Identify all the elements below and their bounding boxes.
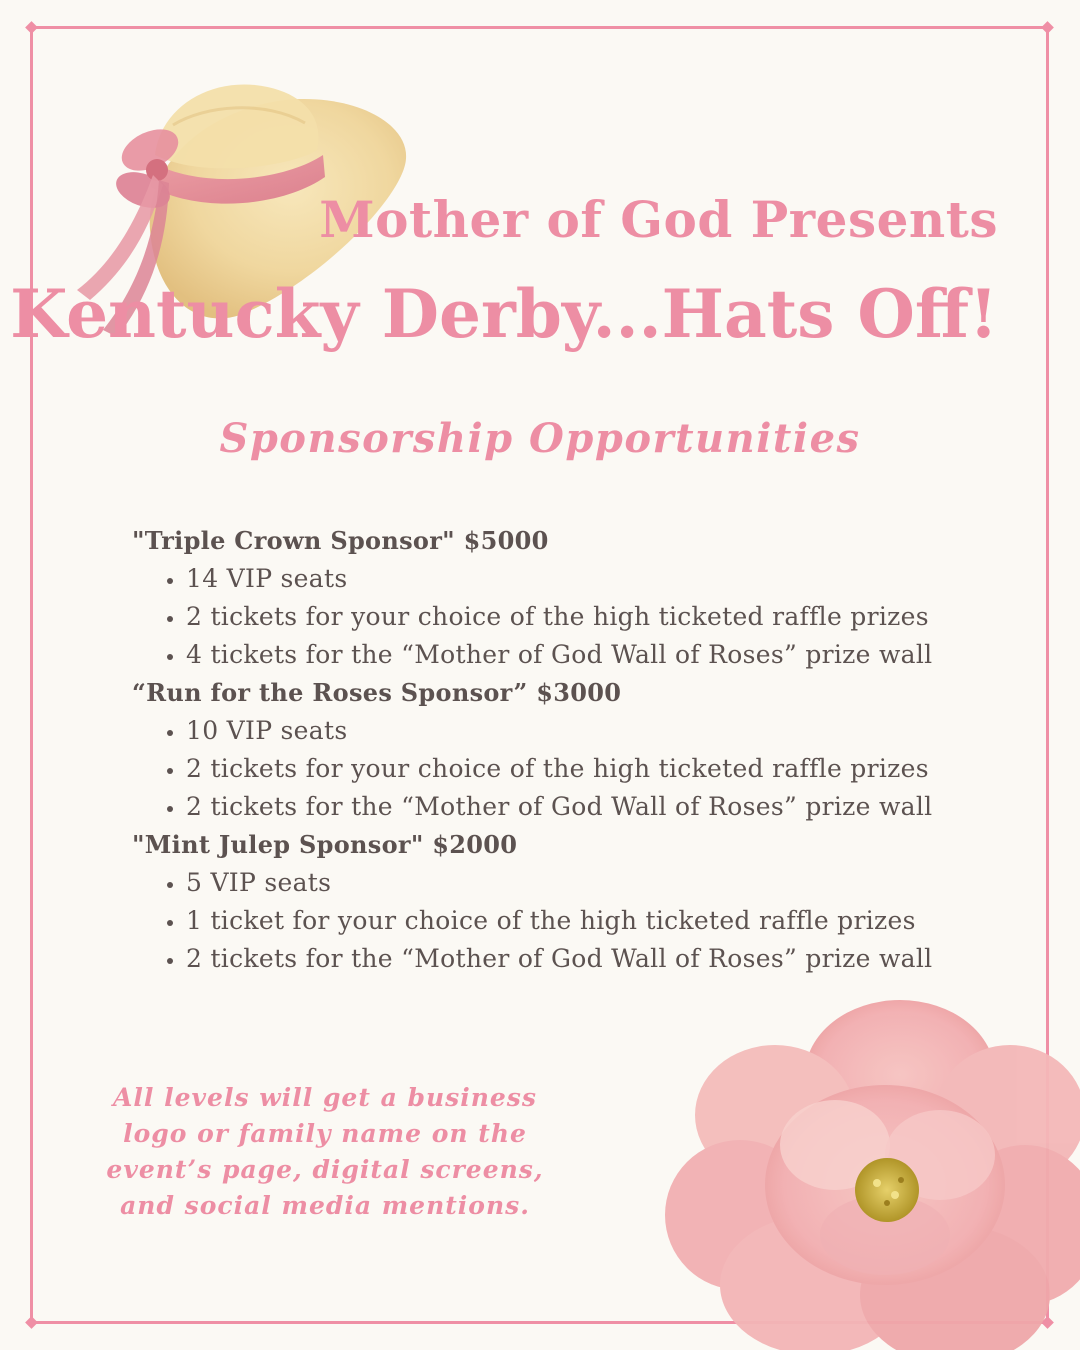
sponsorship-heading: Sponsorship Opportunities (219, 415, 861, 462)
tier-benefits (132, 864, 1032, 978)
tier-run-for-the-roses (132, 674, 1032, 826)
note-line: logo or family name on the (123, 1119, 527, 1148)
corner-diamond (25, 1316, 38, 1329)
benefits-note (100, 1080, 550, 1224)
tier-benefits (132, 560, 1032, 674)
benefit-item: • 2 tickets for your choice of the high ticketed raffle prizes (186, 750, 1032, 788)
pink-flower-illustration (665, 995, 1080, 1350)
tier-triple-crown (132, 522, 1032, 674)
tier-name: "Mint Julep Sponsor" $2000 (132, 830, 518, 859)
benefit-item: • 2 tickets for the “Mother of God Wall of Roses” prize wall (186, 788, 1032, 826)
tier-name: “Run for the Roses Sponsor” $3000 (132, 678, 622, 707)
tier-name: "Triple Crown Sponsor" $5000 (132, 526, 549, 555)
note-line: event’s page, digital screens, (106, 1155, 544, 1184)
event-title: Kentucky Derby...Hats Off! (10, 275, 998, 353)
frame-left-border (30, 26, 33, 1324)
tier-mint-julep (132, 826, 1032, 978)
corner-diamond (25, 21, 38, 34)
note-line: and social media mentions. (120, 1191, 530, 1220)
benefit-item: • 14 VIP seats (186, 560, 1032, 598)
corner-diamond (1041, 21, 1054, 34)
benefit-item: • 1 ticket for your choice of the high ticketed raffle prizes (186, 902, 1032, 940)
benefit-item: • 2 tickets for the “Mother of God Wall of Roses” prize wall (186, 940, 1032, 978)
benefit-item: • 5 VIP seats (186, 864, 1032, 902)
presenter-title: Mother of God Presents (319, 190, 998, 249)
benefit-item: • 2 tickets for your choice of the high ticketed raffle prizes (186, 598, 1032, 636)
benefit-item: • 4 tickets for the “Mother of God Wall of Roses” prize wall (186, 636, 1032, 674)
tier-benefits (132, 712, 1032, 826)
benefit-item: • 10 VIP seats (186, 712, 1032, 750)
note-line: All levels will get a business (113, 1083, 537, 1112)
frame-top-border (28, 26, 1052, 29)
sponsorship-tiers (132, 522, 1032, 978)
